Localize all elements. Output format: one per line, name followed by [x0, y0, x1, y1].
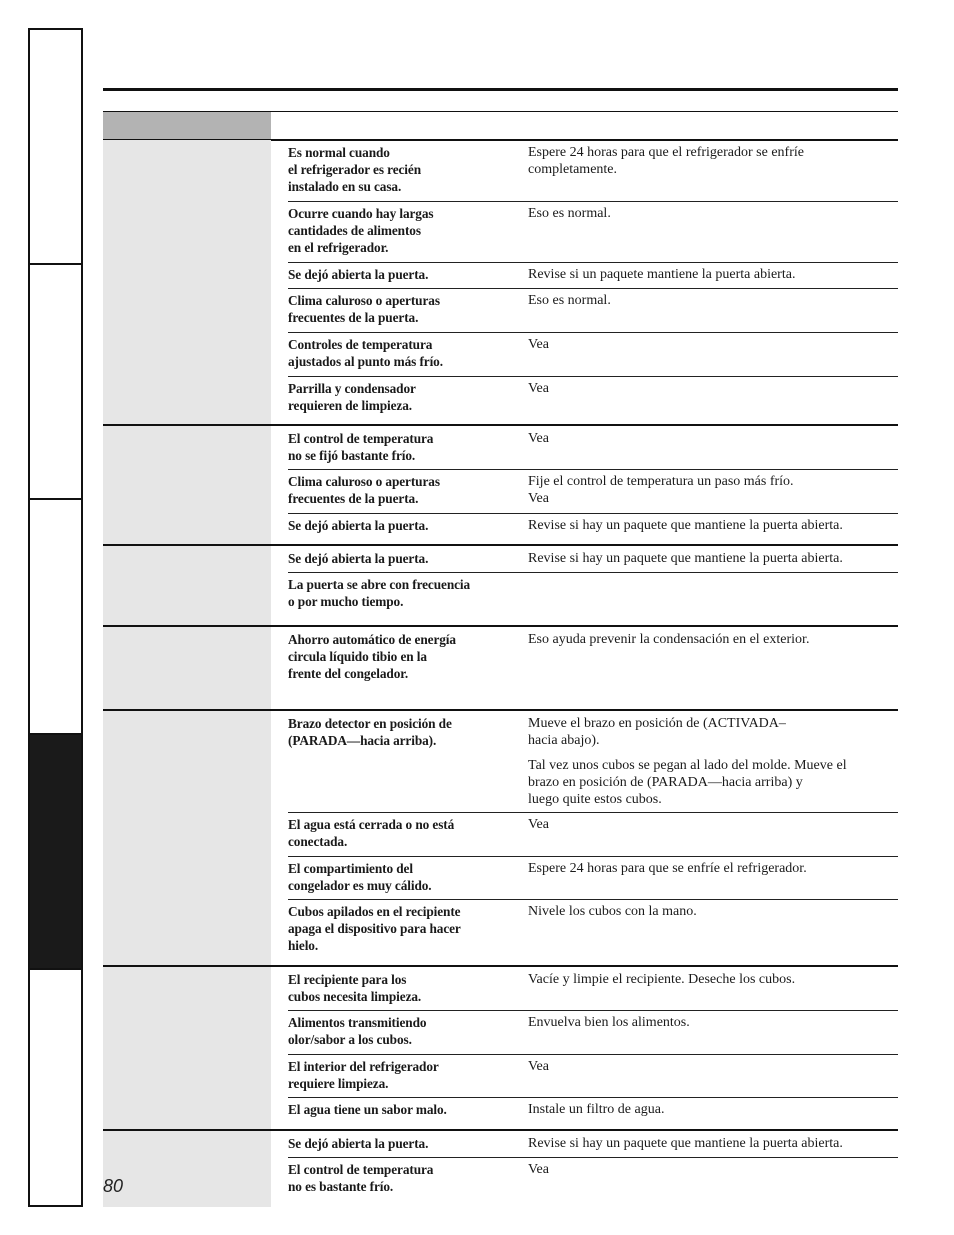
row-divider: [288, 1010, 898, 1011]
possible-cause: El agua está cerrada o no está conectada.: [288, 817, 455, 849]
what-to-do: Revise si hay un paquete que mantiene la puerta abierta.: [528, 1136, 843, 1151]
what-to-do: Instale un filtro de agua.: [528, 1102, 665, 1117]
problem-cell: [103, 544, 271, 626]
possible-cause: El recipiente para los cubos necesita limpieza.: [288, 972, 422, 1004]
header-line-top: [103, 111, 898, 112]
problem-group: [103, 1129, 898, 1207]
possible-cause: Se dejó abierta la puerta.: [288, 1136, 429, 1151]
row-divider: [288, 1157, 898, 1158]
what-to-do: Envuelva bien los alimentos.: [528, 1015, 690, 1030]
row-divider: [288, 332, 898, 333]
possible-cause: Ahorro automático de energía circula líquido tibio en la frente del congelador.: [288, 632, 456, 681]
possible-cause: El agua tiene un sabor malo.: [288, 1102, 447, 1117]
table-row: [288, 856, 898, 899]
what-to-do: Vacíe y limpie el recipiente. Deseche los cubos.: [528, 972, 796, 987]
possible-cause: Alimentos transmitiendo olor/sabor a los cubos.: [288, 1015, 427, 1047]
what-to-do: Eso es normal.: [528, 293, 611, 308]
possible-cause: Se dejó abierta la puerta.: [288, 518, 429, 533]
what-to-do: Revise si un paquete mantiene la puerta abierta.: [528, 267, 796, 282]
what-to-do: Fije el control de temperatura un paso más frío. Vea: [528, 474, 794, 506]
what-to-do: Nivele los cubos con la mano.: [528, 904, 697, 919]
possible-cause: Parrilla y condensador requieren de limpieza.: [288, 381, 416, 413]
what-to-do: Espere 24 horas para que se enfríe el refrigerador.: [528, 861, 807, 876]
what-to-do: Eso ayuda prevenir la condensación en el exterior.: [528, 632, 810, 647]
possible-cause: Clima caluroso o aperturas frecuentes de la puerta.: [288, 293, 440, 325]
row-divider: [288, 856, 898, 857]
table-row: [288, 288, 898, 332]
table-row: [288, 332, 898, 376]
table-row: [288, 262, 898, 288]
possible-cause: Ocurre cuando hay largas cantidades de alimentos en el refrigerador.: [288, 206, 434, 255]
header-problem-cell: [103, 111, 271, 140]
table-row: [288, 513, 898, 545]
problem-group: [103, 140, 898, 425]
side-tab-3: [28, 498, 83, 735]
possible-cause: Se dejó abierta la puerta.: [288, 267, 429, 282]
possible-cause: Clima caluroso o aperturas frecuentes de la puerta.: [288, 474, 440, 506]
problem-cell: [103, 965, 271, 1130]
problem-group: [103, 625, 898, 710]
problem-group: [103, 544, 898, 626]
what-to-do: Revise si hay un paquete que mantiene la puerta abierta.: [528, 551, 843, 566]
problem-cell: [103, 625, 271, 710]
possible-cause: Cubos apilados en el recipiente apaga el dispositivo para hacer hielo.: [288, 904, 461, 953]
possible-cause: El control de temperatura no se fijó bastante frío.: [288, 431, 434, 463]
problem-cell: [103, 1129, 271, 1207]
side-tab-troubleshooting: [28, 733, 83, 970]
possible-cause: Controles de temperatura ajustados al punto más frío.: [288, 337, 443, 369]
table-row: [288, 1157, 898, 1207]
table-row: [288, 967, 898, 1010]
possible-cause: Brazo detector en posición de (PARADA—hacia arriba).: [288, 716, 452, 748]
problem-group: [103, 709, 898, 966]
what-to-do: Vea: [528, 817, 549, 832]
problem-group: [103, 965, 898, 1130]
possible-cause: La puerta se abre con frecuencia o por mucho tiempo.: [288, 577, 471, 609]
table-row: [288, 1097, 898, 1130]
what-to-do: Vea: [528, 1162, 549, 1177]
row-divider: [288, 1097, 898, 1098]
row-divider: [288, 262, 898, 263]
row-divider: [288, 812, 898, 813]
row-divider: [288, 201, 898, 202]
possible-cause: El interior del refrigerador requiere limpieza.: [288, 1059, 439, 1091]
row-divider: [288, 469, 898, 470]
what-to-do-extra: Tal vez unos cubos se pegan al lado del molde. Mueve el brazo en posición de (PARADA—hacia arriba) y luego quite estos cubos.: [528, 758, 847, 807]
what-to-do: Vea: [528, 381, 549, 396]
table-row: [288, 1010, 898, 1054]
table-row: [288, 711, 898, 812]
table-row: [288, 1131, 898, 1157]
possible-cause: Es normal cuando el refrigerador es recién instalado en su casa.: [288, 145, 421, 194]
possible-cause: Se dejó abierta la puerta.: [288, 551, 429, 566]
what-to-do: Revise si hay un paquete que mantiene la puerta abierta.: [528, 518, 843, 533]
table-row: [288, 546, 898, 572]
table-row: [288, 201, 898, 262]
row-divider: [288, 1054, 898, 1055]
page-number: 80: [103, 1176, 124, 1196]
table-row: [288, 376, 898, 425]
problem-cell: [103, 709, 271, 966]
table-row: [288, 812, 898, 856]
row-divider: [288, 899, 898, 900]
side-tab-5: [28, 968, 83, 1207]
table-row: [288, 572, 898, 626]
side-tab-1: [28, 28, 83, 265]
table-header: [103, 111, 898, 140]
row-divider: [288, 572, 898, 573]
table-row: [288, 426, 898, 469]
row-divider: [288, 376, 898, 377]
what-to-do: Vea: [528, 431, 549, 446]
possible-cause: El control de temperatura no es bastante frío.: [288, 1162, 434, 1194]
row-divider: [288, 513, 898, 514]
possible-cause: El compartimiento del congelador es muy cálido.: [288, 861, 432, 893]
table-row: [288, 1054, 898, 1097]
what-to-do: Espere 24 horas para que el refrigerador se enfríe completamente.: [528, 145, 804, 177]
row-divider: [288, 288, 898, 289]
table-row: [288, 469, 898, 513]
what-to-do: Eso es normal.: [528, 206, 611, 221]
problem-cell: [103, 140, 271, 425]
problem-group: [103, 424, 898, 545]
top-rule: [103, 88, 898, 91]
table-row: [288, 140, 898, 201]
problem-cell: [103, 424, 271, 545]
table-row: [288, 627, 898, 710]
table-row: [288, 899, 898, 966]
side-tab-2: [28, 263, 83, 500]
what-to-do: Vea: [528, 1059, 549, 1074]
what-to-do: Vea: [528, 337, 549, 352]
what-to-do: Mueve el brazo en posición de (ACTIVADA– hacia abajo).: [528, 716, 786, 748]
